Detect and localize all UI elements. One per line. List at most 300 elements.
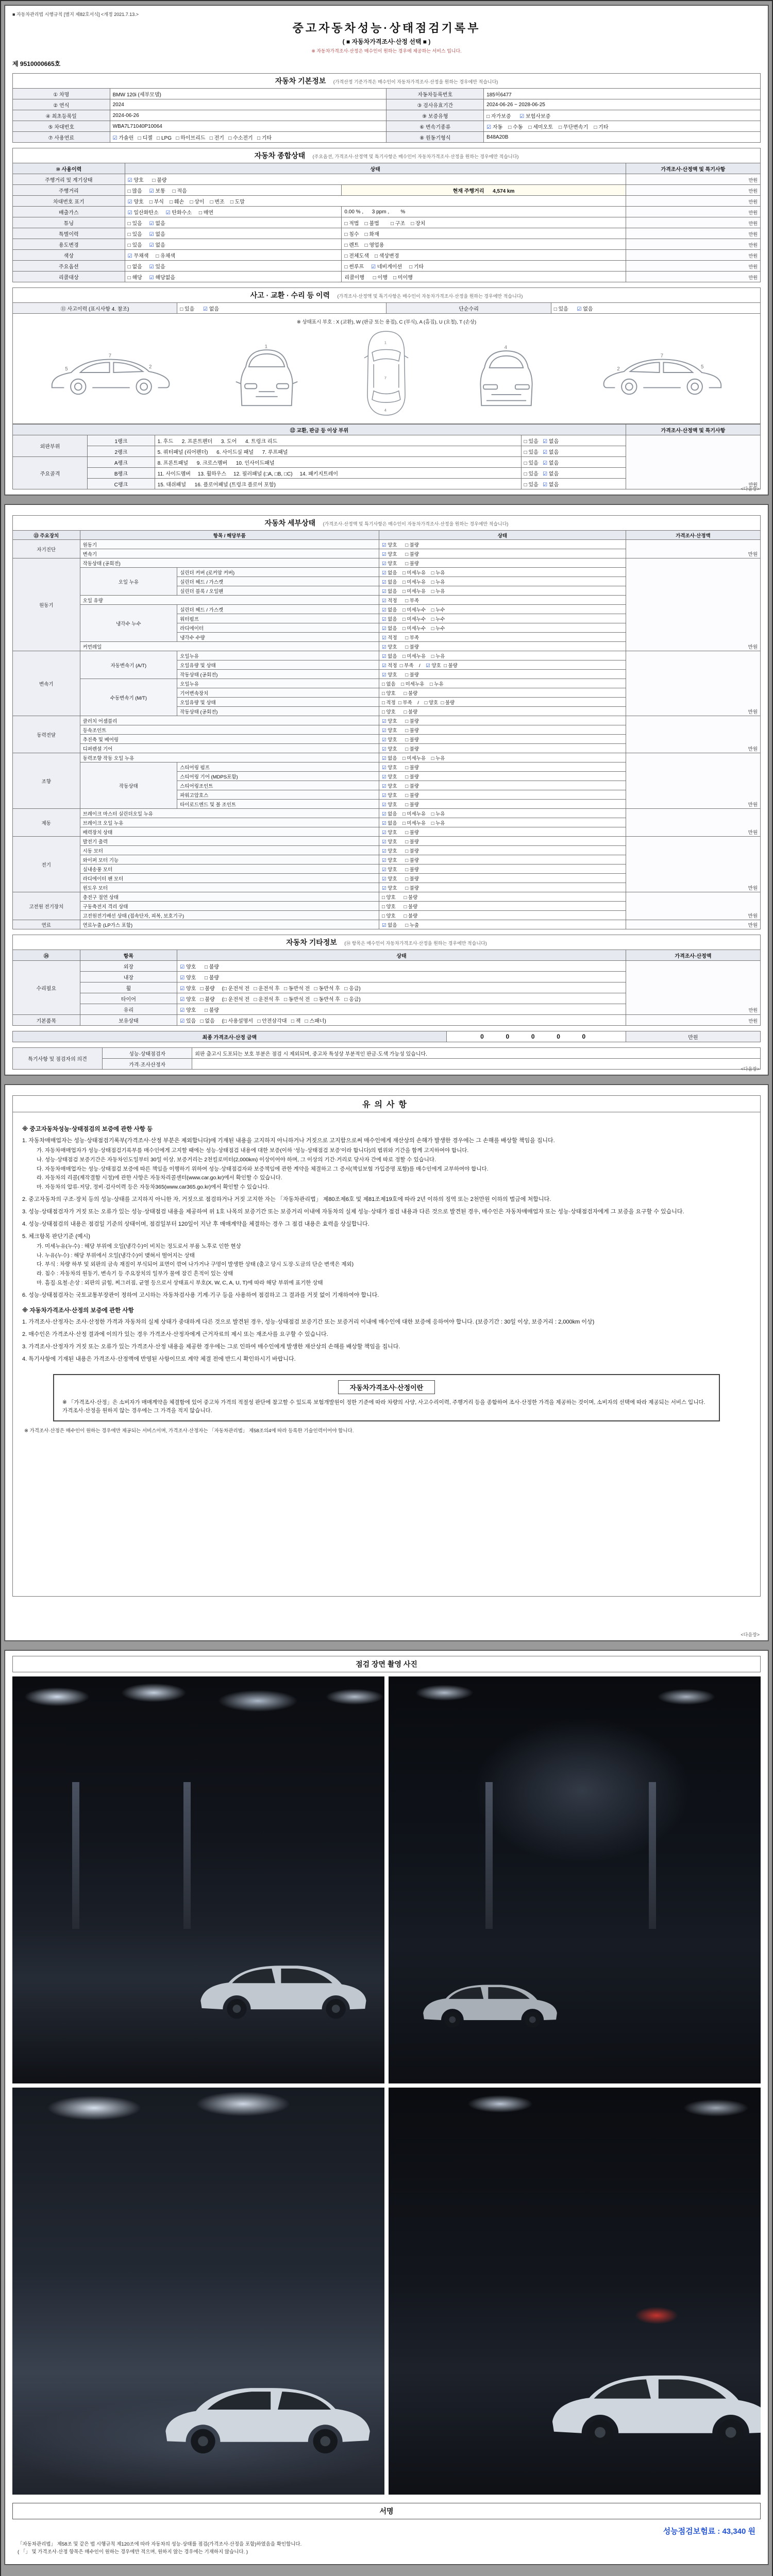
accident-history-title: 사고 · 교환 · 수리 등 이력 (250, 291, 330, 299)
table-cell: 만원 (626, 261, 760, 272)
table-cell: 유리 (80, 1004, 177, 1015)
table-cell: 타이로드엔드 및 볼 조인트 (177, 800, 379, 809)
overall-state-note: (주요옵션, 가격조사·산정액 및 특기사항은 매수인이 자동차가격조사·산정을 원하는 경우에만 적습니다) (312, 154, 519, 159)
table-cell: ☑ 양호 □ 불량 (379, 837, 626, 846)
car-diagram-rear-icon (472, 336, 541, 411)
table-cell: 외장 (80, 961, 177, 972)
table-cell: 주요골격 (13, 457, 88, 489)
table-cell: 동력전달 (13, 716, 80, 753)
table-cell: ☑ 양호 □ 불량 (379, 800, 626, 809)
table-cell: 용도변경 (13, 239, 125, 250)
table-cell: ☑ 양호 □ 부식 □ 훼손 □ 상이 □ 변조 □ 도말 (125, 196, 626, 207)
table-cell: 윈도우 모터 (80, 883, 379, 892)
overall-state-header (12, 148, 761, 163)
table-cell: 가격조사·산정액 (626, 950, 760, 961)
price-appraisal-box-title: 자동차가격조사·산정이란 (338, 1380, 435, 1394)
table-cell: □ 없음 □ 미세누유 □ 누유 (379, 679, 626, 688)
table-cell: 자기진단 (13, 540, 80, 558)
svg-text:1: 1 (264, 344, 267, 350)
table-cell: 만원 (626, 716, 760, 753)
table-cell: ☑ 없음 □ 미세누수 □ 누수 (379, 623, 626, 633)
table-cell: 5. 쿼터패널 (리어펜더) 6. 사이드실 패널 7. 루프패널 (155, 446, 521, 457)
table-cell: ☑ 적정 □ 부족 / ☑ 양호 □ 불량 (379, 660, 626, 670)
table-cell: □ 양호 □ 불량 (379, 707, 626, 716)
detail-state-title: 자동차 세부상태 (264, 519, 316, 527)
table-cell: 8. 프론트패널 9. 크로스멤버 10. 인사이드패널 (155, 457, 521, 468)
etc-info-note: (⑭ 항목은 매수인이 자동차가격조사·산정을 원하는 경우에만 적습니다) (344, 941, 487, 946)
table-cell: □ 있음 ☑ 없음 (125, 228, 342, 239)
table-cell: 실린더 헤드 / 가스켓 (177, 605, 379, 614)
document-title-block (12, 20, 761, 54)
table-cell: 냉각수 누수 (80, 605, 177, 642)
table-cell: ☑ 있음 □ 없음 (□ 사용설명서 □ 안전삼각대 □ 잭 □ 스패너) (177, 1015, 626, 1026)
table-cell: 내장 (80, 972, 177, 982)
table-cell: ☑ 없음 □ 미세누수 □ 누수 (379, 614, 626, 623)
table-cell: □ 있음 ☑ 없음 (551, 303, 760, 314)
lift-post (183, 1782, 191, 1928)
table-cell: 외판부위 (13, 435, 88, 457)
etc-info-table (12, 950, 761, 1026)
table-cell: 만원 (626, 217, 760, 228)
car-diagram-side-left-icon (45, 348, 176, 399)
table-row (13, 531, 761, 540)
table-cell: □ 있음 ☑ 없음 (521, 435, 626, 446)
section-photos-sign (5, 1650, 768, 2565)
table-cell: 작동상태 (공회전) (177, 670, 379, 679)
table-cell: 2024-06-26 ~ 2028-06-25 (484, 99, 761, 110)
table-cell: ② 연식 (13, 99, 110, 110)
table-cell: 오일 누유 (80, 568, 177, 596)
table-cell: 항목 / 해당부품 (80, 531, 379, 540)
table-cell: 동력조향 작동 오일 누유 (80, 753, 379, 762)
table-cell: ☑ 양호 □ 불량 (379, 790, 626, 800)
table-row (13, 753, 761, 762)
table-cell: 항목 (80, 950, 177, 961)
table-cell: 만원 (626, 753, 760, 809)
table-row (13, 809, 761, 818)
table-cell: 시동 모터 (80, 846, 379, 855)
table-cell: ☑ 가솔린 □ 디젤 □ LPG □ 하이브리드 □ 전기 □ 수소전기 □ 기타 (110, 132, 386, 143)
notice-line: 마. 자동차의 압류·저당, 정비·검사이력 등은 자동차365(www.car365.go.kr)에서 확인할 수 있습니다. (37, 1184, 270, 1191)
table-cell: ☑ 없음 □ 미세누유 □ 누유 (379, 568, 626, 577)
table-cell: 튜닝 (13, 217, 125, 228)
table-cell: 만원 (626, 435, 760, 489)
table-cell: ☑ 없음 □ 미세누유 □ 누유 (379, 818, 626, 827)
table-cell: 만원 (626, 207, 760, 217)
table-cell: 성능·상태점검자 (103, 1048, 192, 1059)
svg-text:2: 2 (148, 364, 152, 370)
detail-state-table (12, 530, 761, 929)
table-cell: 상태 (379, 531, 626, 540)
table-cell: 만원 (626, 228, 760, 239)
table-cell: ☑ 양호 □ 불량 (379, 883, 626, 892)
table-cell: □ 있음 ☑ 없음 (177, 303, 386, 314)
table-cell: 자동차등록번호 (386, 89, 484, 99)
table-cell: 단순수리 (386, 303, 551, 314)
table-cell: 휠 (80, 982, 177, 993)
table-cell: 외판 출고시 도포되는 보호 부분은 점검 시 제외되며, 중고차 특성상 부분적인 판금·도색 가능성 있습니다. (192, 1048, 761, 1059)
table-row (13, 892, 761, 902)
table-row (13, 110, 761, 121)
table-cell: □ 많음 ☑ 보통 □ 적음 (125, 185, 342, 196)
table-cell: 고전원 전기장치 (13, 892, 80, 920)
table-cell: 가격·조사산정자 (103, 1059, 192, 1070)
table-cell: ⑦ 사용연료 (13, 132, 110, 143)
table-cell: □ 양호 □ 불량 (379, 688, 626, 698)
table-cell: ☑ 양호 □ 불량 (177, 961, 626, 972)
table-row (13, 132, 761, 143)
table-cell: 충전구 절연 상태 (80, 892, 379, 902)
svg-text:2: 2 (617, 366, 620, 372)
notice-line: ※ 자동차가격조사·산정의 보증에 관한 사항 (22, 1307, 134, 1314)
table-cell: 11. 사이드멤버 13. 휠하우스 12. 필러패널 (□A, □B, □C) 14. 패키지트레이 (155, 468, 521, 479)
table-cell: ☑ 양호 □ 불량 (379, 855, 626, 865)
table-cell: 특기사항 및 점검자의 의견 (13, 1048, 103, 1070)
basic-info-header (12, 73, 761, 88)
table-cell: 만원 (626, 185, 760, 196)
car-diagram-area (12, 314, 761, 424)
notice-line: 나. 누유(누수) : 해당 부위에서 오일(냉각수)이 맺혀서 떨어지는 상태 (37, 1252, 195, 1259)
table-cell: 작동상태 (80, 762, 177, 809)
table-cell: 기본품목 (13, 1015, 80, 1026)
lift-post (72, 1782, 79, 1928)
table-cell: 오일유량 및 상태 (177, 660, 379, 670)
table-cell: 만원 (626, 250, 760, 261)
table-cell: 추진축 및 베어링 (80, 735, 379, 744)
table-row (13, 272, 761, 282)
table-cell: 작동상태 (공회전) (177, 707, 379, 716)
svg-text:5: 5 (701, 364, 704, 370)
car-diagram-side-right-icon (597, 348, 728, 399)
signature-notes (18, 2540, 755, 2556)
table-cell: 냉각수 수량 (177, 633, 379, 642)
notice-line: 3. 성능·상태점검자가 거짓 또는 오류가 있는 성능·상태점검 내용을 제공하여 위 1호 나목의 보증기간 또는 보증거리 이내에 자동차의 실제 성능·상태가 점검 내용과 다른 것으로 발견된 경우, 매수인은 자동차매매업자 또는 성능·상태점검자에게 그 보증을 요구할 수 있습니다. (22, 1208, 684, 1215)
table-cell: ☑ 적정 □ 부족 (379, 596, 626, 605)
table-cell: 만원 (626, 174, 760, 185)
table-cell: 발전기 출력 (80, 837, 379, 846)
svg-text:4: 4 (384, 408, 387, 413)
document-number: 제 9510000665호 (12, 60, 61, 67)
table-row (13, 716, 761, 725)
table-row (13, 1059, 761, 1070)
table-cell: □ 해당 ☑ 해당없음 (125, 272, 342, 282)
table-cell: 스티어링 기어 (MDPS포함) (177, 772, 379, 781)
notice-line: 가. 자동차매매업자가 성능·상태점검기록부를 매수인에게 고지할 때에는 성능·상태점검 내용에 대한 보증(이하 ‘성능·상태점검 보증’이라 합니다)의 범위와 기간을 함께 고지하여야 합니다. (37, 1147, 469, 1154)
photo-car-figure (545, 2362, 761, 2450)
table-cell: ☑ 없음 □ 미세누유 □ 누유 (379, 753, 626, 762)
notices-footnote: ※ 가격조사·산정은 매수인이 원하는 경우에만 제공되는 서비스이며, 가격조사·산정자는 「자동차관리법」 제58조의4에 따라 등록한 기술인력이어야 합니다. (24, 1428, 354, 1434)
table-cell: 2024-06-26 (110, 110, 386, 121)
table-cell: 변속기 (80, 549, 379, 558)
table-row (13, 121, 761, 132)
notice-line: 2. 매수인은 가격조사·산정 결과에 이의가 있는 경우 가격조사·산정자에게 근거자료의 제시 또는 재조사를 요구할 수 있습니다. (22, 1331, 328, 1337)
table-cell: 스티어링 펌프 (177, 762, 379, 772)
table-row (13, 261, 761, 272)
table-cell (192, 1059, 761, 1070)
table-cell: ① 차명 (13, 89, 110, 99)
table-cell: 원동기 (80, 540, 379, 549)
table-cell: 만원 (626, 1031, 760, 1042)
table-cell: 1랭크 (88, 435, 155, 446)
next-page-label: <다음장> (741, 1066, 760, 1072)
table-cell: ☑ 없음 □ 미세누유 □ 누유 (379, 809, 626, 818)
table-cell: 오일누유 (177, 651, 379, 660)
svg-text:4: 4 (504, 345, 508, 351)
table-cell: 실내송풍 모터 (80, 865, 379, 874)
notice-line: 1. 자동차매매업자는 성능·상태점검기록부(가격조사·산정 부분은 제외합니다)에 기재된 내용을 고지하지 아니하거나 거짓으로 고지함으로써 매수인에게 재산상의 손해가 발생한 경우에는 그 손해를 배상할 책임을 집니다. (22, 1138, 555, 1144)
etc-info-title: 자동차 기타정보 (286, 938, 337, 946)
table-cell: ☑ 양호 □ 불량 (379, 558, 626, 568)
detail-state-note: (가격조사·산정액 및 특기사항은 매수인이 자동차가격조사·산정을 원하는 경우에만 적습니다) (323, 521, 509, 527)
notice-line: 마. 흠집·요철·손상 : 외판의 긁힘, 찌그러짐, 균열 등으로서 상태표시 부호(X, W, C, A, U, T)에 따라 해당 부위에 표기한 상태 (37, 1279, 323, 1286)
table-cell: ☑ 양호 □ 불량 (177, 972, 626, 982)
table-cell: 색상 (13, 250, 125, 261)
table-cell: ⑬ 주요장치 (13, 531, 80, 540)
table-cell: 가격조사·산정액 (626, 531, 760, 540)
table-row (13, 89, 761, 99)
table-cell: □ 양호 □ 불량 (379, 892, 626, 902)
notice-line: 4. 성능·상태점검의 내용은 점검일 기준의 상태이며, 점검일부터 120일이 지난 후 매매계약을 체결하는 경우 그 점검 내용은 효력을 상실합니다. (22, 1221, 369, 1227)
notice-line: 5. 체크항목 판단기준 (예시) (22, 1233, 90, 1240)
table-cell: 0 0 0 0 0 (446, 1031, 626, 1042)
table-row (13, 1015, 761, 1026)
table-cell: 만원 (626, 837, 760, 892)
document-subtitle: ( ■ 자동차가격조사·산정 선택 ■ ) (342, 38, 431, 45)
table-cell: ⑭ (13, 950, 80, 961)
table-cell: 연료누출 (LP가스 포함) (80, 920, 379, 929)
table-cell: 만원 (626, 892, 760, 920)
photos-title: 점검 장면 촬영 사진 (12, 1656, 761, 1672)
table-cell: ☑ 양호 □ 불량 (379, 642, 626, 651)
svg-text:1: 1 (384, 340, 387, 345)
table-cell: ☑ 없음 □ 미세누유 □ 누유 (379, 586, 626, 596)
signature-header: 서명 (12, 2503, 761, 2519)
table-cell: 만원 (626, 272, 760, 282)
table-cell: 만원 (626, 1015, 760, 1026)
table-cell: ④ 최초등록일 (13, 110, 110, 121)
table-cell: ☑ 양호 □ 불량 (□ 운전석 전 □ 운전석 후 □ 동반석 전 □ 동반석 후 □ 응급) (177, 993, 626, 1004)
table-cell: ☑ 양호 □ 불량 (379, 846, 626, 855)
table-cell: 만원 (626, 558, 760, 651)
table-cell: 타이어 (80, 993, 177, 1004)
table-row (13, 174, 761, 185)
table-row (13, 185, 761, 196)
notice-line: 2. 중고자동차의 구조·장치 등의 성능·상태를 고지하지 아니한 자, 거짓으로 점검하거나 거짓 고지한 자는 「자동차관리법」 제80조제6호 및 제81조제19호에 따라 2년 이하의 징역 또는 2천만원 이하의 벌금에 처합니다. (22, 1196, 551, 1202)
table-cell: □ 있음 ☑ 없음 (521, 457, 626, 468)
table-cell: 파워고압호스 (177, 790, 379, 800)
table-cell: ☑ 양호 □ 불량 (379, 874, 626, 883)
table-cell: □ 있음 ☑ 없음 (521, 446, 626, 457)
table-cell: □ 침수 □ 화재 (342, 228, 626, 239)
table-cell: 가격조사·산정액 및 특기사항 (626, 163, 760, 174)
table-row (13, 425, 761, 435)
form-reference: ■ 자동차관리법 시행규칙 [별지 제82호서식] <개정 2021.7.13.> (12, 12, 139, 17)
table-cell: ☑ 없음 □ 미세누수 □ 누수 (379, 605, 626, 614)
table-row (13, 303, 761, 314)
table-cell: 주행거리 및 계기상태 (13, 174, 125, 185)
table-cell: 와이퍼 모터 기능 (80, 855, 379, 865)
table-cell: 클러치 어셈블리 (80, 716, 379, 725)
table-cell: 배출가스 (13, 207, 125, 217)
table-cell: 185허6477 (484, 89, 761, 99)
signature-note-line: ( 「」 및 가격조사·산정 항목은 매수인이 원하는 경우에만 적으며, 원하지 않는 경우에는 기재하지 않습니다. ) (18, 2549, 248, 2555)
price-appraisal-info-box (53, 1374, 720, 1421)
photo-car-figure (418, 1976, 560, 2030)
table-cell: 자동변속기 (A/T) (80, 651, 177, 679)
table-cell: ☑ 양호 □ 불량 (177, 1004, 626, 1015)
notice-line: 6. 성능·상태점검자는 국토교통부장관이 정하여 고시하는 자동차검사용 기계·기구 등을 사용하여 점검하고 그 결과를 거짓 없이 기재하여야 합니다. (22, 1292, 379, 1298)
table-cell: 고전원전기배선 상태 (접속단자, 피복, 보호기구) (80, 911, 379, 920)
svg-text:5: 5 (65, 366, 68, 372)
table-row (13, 217, 761, 228)
inspection-photo-4 (389, 2088, 761, 2495)
table-cell: □ 렌트 □ 영업용 (342, 239, 626, 250)
table-cell: 수동변속기 (M/T) (80, 679, 177, 716)
section-notices (5, 1084, 768, 1641)
table-cell: ☑ 양호 □ 불량 (379, 772, 626, 781)
overall-state-table (12, 163, 761, 282)
svg-text:7: 7 (108, 353, 111, 359)
table-cell: 라디에이터 (177, 623, 379, 633)
panel-rank-table (12, 424, 761, 489)
table-cell: 구동축전지 격리 상태 (80, 902, 379, 911)
table-cell: 작동상태 (공회전) (80, 558, 379, 568)
table-cell: □ 양호 □ 불량 (379, 902, 626, 911)
table-cell: C랭크 (88, 479, 155, 489)
table-cell: ☑ 양호 □ 불량 (379, 540, 626, 549)
table-cell: □ 없음 ☑ 있음 (125, 261, 342, 272)
table-row (13, 99, 761, 110)
final-price-table (12, 1031, 761, 1042)
notice-line: 4. 특기사항에 기재된 내용은 가격조사·산정액에 반영된 사항이므로 계약 체결 전에 반드시 확인하시기 바랍니다. (22, 1355, 296, 1362)
table-cell: □ 자가보증 ☑ 보험사보증 (484, 110, 761, 121)
notice-line: 다. 자동차매매업자는 성능·상태점검 보증에 따른 책임을 이행하기 위하여 성능·상태점검자와 보증책임에 관한 계약을 체결하고 그 증서(책임보험 가입증명 포함)를 매수인에게 교부하여야 합니다. (37, 1165, 489, 1172)
table-cell: 만원 (626, 809, 760, 837)
inspection-photo-2 (389, 1676, 761, 2083)
table-cell: 워터펌프 (177, 614, 379, 623)
table-cell: □ 있음 ☑ 없음 (125, 217, 342, 228)
section-detail (5, 504, 768, 1075)
table-cell: ☑ 양호 □ 불량 (379, 744, 626, 753)
accident-history-table (12, 302, 761, 314)
table-row (13, 1031, 761, 1042)
notice-line: 가. 미세누유(누수) : 해당 부위에 오일(냉각수)이 비치는 정도로서 부품 노후로 인한 현상 (37, 1243, 241, 1249)
table-row (13, 920, 761, 929)
lift-post (649, 1782, 656, 1928)
section-summary (5, 5, 768, 495)
table-cell: ⑫ 교환, 판금 등 이상 부위 (13, 425, 626, 435)
table-cell: 최종 가격조사·산정 금액 (13, 1031, 447, 1042)
document-title: 중고자동차성능·상태점검기록부 (292, 22, 481, 35)
table-cell: ☑ 자동 □ 수동 □ 세미오토 □ 무단변속기 □ 기타 (484, 121, 761, 132)
basic-info-table (12, 88, 761, 143)
table-cell: 만원 (626, 239, 760, 250)
table-cell: 현재 주행거리 4,574 km (342, 185, 626, 196)
table-cell: 브레이크 오일 누유 (80, 818, 379, 827)
basic-info-note: (가격산정 기준가격은 매수인이 자동차가격조사·산정을 원하는 경우에만 적습니다) (333, 79, 498, 84)
table-cell: ☑ 양호 □ 불량 (□ 운전석 전 □ 운전석 후 □ 동반석 전 □ 동반석 후 □ 응급) (177, 982, 626, 993)
table-cell: 조향 (13, 753, 80, 809)
notices-title: 유의사항 (362, 1100, 411, 1109)
notice-line: 나. 성능·상태점검 보증기간은 자동차인도일부터 30일 이상, 보증거리는 2천킬로미터(2,000km) 이상이어야 하며, 그 이상의 기간·거리로 당사자 간에 따로 정할 수 있습니다. (37, 1156, 436, 1163)
table-cell: 보유상태 (80, 1015, 177, 1026)
table-cell: 리콜대상 (13, 272, 125, 282)
table-cell: ☑ 양호 □ 불량 (379, 762, 626, 772)
table-cell: ⑥ 변속기종류 (386, 121, 484, 132)
table-row (13, 435, 761, 446)
table-cell: 기어변속장치 (177, 688, 379, 698)
table-cell: 오일 유량 (80, 596, 379, 605)
table-cell: ☑ 무채색 □ 유채색 (125, 250, 342, 261)
table-row (13, 1048, 761, 1059)
table-cell: 리콜이행 □ 이행 □ 미이행 (342, 272, 626, 282)
photo-car-figure (195, 1955, 369, 2022)
table-cell: 연료 (13, 920, 80, 929)
table-cell: 특별이력 (13, 228, 125, 239)
table-cell: □ 적정 □ 부족 / □ 양호 □ 불량 (379, 698, 626, 707)
table-cell: □ 있음 ☑ 없음 (125, 239, 342, 250)
table-cell: ☑ 양호 □ 불량 (379, 865, 626, 874)
state-code-legend: ※ 상태표시 부호 : X (교환), W (판금 또는 용접), C (부식), A (흠집), U (요철), T (손상) (296, 319, 477, 325)
table-cell: 커먼레일 (80, 642, 379, 651)
table-cell: 2024 (110, 99, 386, 110)
table-cell: ⑨ 보증유형 (386, 110, 484, 121)
etc-info-header (12, 935, 761, 950)
table-cell: 오일누유 (177, 679, 379, 688)
table-row (13, 196, 761, 207)
table-row (13, 558, 761, 568)
table-cell: 만원 (626, 651, 760, 716)
lift-post (485, 1782, 493, 1928)
table-cell: ☑ 양호 □ 불량 (379, 670, 626, 679)
table-cell: □ 양호 □ 불량 (379, 911, 626, 920)
table-cell: ☑ 일산화탄소 ☑ 탄화수소 □ 매연 (125, 207, 342, 217)
svg-text:7: 7 (384, 375, 387, 380)
table-row (13, 239, 761, 250)
special-notes-table (12, 1047, 761, 1070)
table-cell: 배력장치 상태 (80, 827, 379, 837)
table-cell: BMW 120i (세부모델) (110, 89, 386, 99)
svg-text:7: 7 (660, 353, 664, 359)
signature-note-line: 「자동차관리법」 제58조 및 같은 법 시행규칙 제120조에 따라 자동차의 성능·상태를 점검(가격조사·산정을 포함)하였음을 확인합니다. (18, 2541, 302, 2547)
car-diagram-front-icon (232, 336, 301, 411)
table-cell: 만원 (626, 920, 760, 929)
table-cell: ⑩ 사용이력 (13, 163, 125, 174)
table-cell: 오일유량 및 상태 (177, 698, 379, 707)
detail-state-header (12, 515, 761, 530)
next-page-label: <다음장> (741, 486, 760, 492)
inspection-insurance-fee: 성능점검보험료 : 43,340 원 (663, 2527, 755, 2536)
table-cell: ⑪ 사고이력 (표시사항 4. 참조) (13, 303, 177, 314)
table-cell: ☑ 양호 □ 불량 (379, 725, 626, 735)
table-cell: 등속조인트 (80, 725, 379, 735)
table-row (13, 540, 761, 549)
table-cell: 상태 (177, 950, 626, 961)
table-cell: 2랭크 (88, 446, 155, 457)
notice-line: 라. 자동차의 리콜(제작결함 시정)에 관한 사항은 자동차리콜센터(www.car.go.kr)에서 확인할 수 있습니다. (37, 1175, 282, 1181)
table-cell: ⑧ 원동기형식 (386, 132, 484, 143)
table-cell: 브레이크 마스터 실린더오일 누유 (80, 809, 379, 818)
table-cell: ☑ 없음 □ 미세누유 □ 누유 (379, 651, 626, 660)
car-diagram-top-icon (357, 328, 416, 418)
table-cell: 스티어링조인트 (177, 781, 379, 790)
table-cell: □ 썬루프 ☑ 네비게이션 □ 기타 (342, 261, 626, 272)
notice-line: 라. 침수 : 자동차의 원동기, 변속기 등 주요장치의 일부가 물에 잠긴 흔적이 있는 상태 (37, 1270, 233, 1277)
notices-header (12, 1095, 761, 1112)
table-cell: □ 적법 □ 불법 □ 구조 □ 장치 (342, 217, 626, 228)
overall-state-title: 자동차 종합상태 (254, 151, 306, 160)
table-cell: 디퍼렌셜 기어 (80, 744, 379, 753)
